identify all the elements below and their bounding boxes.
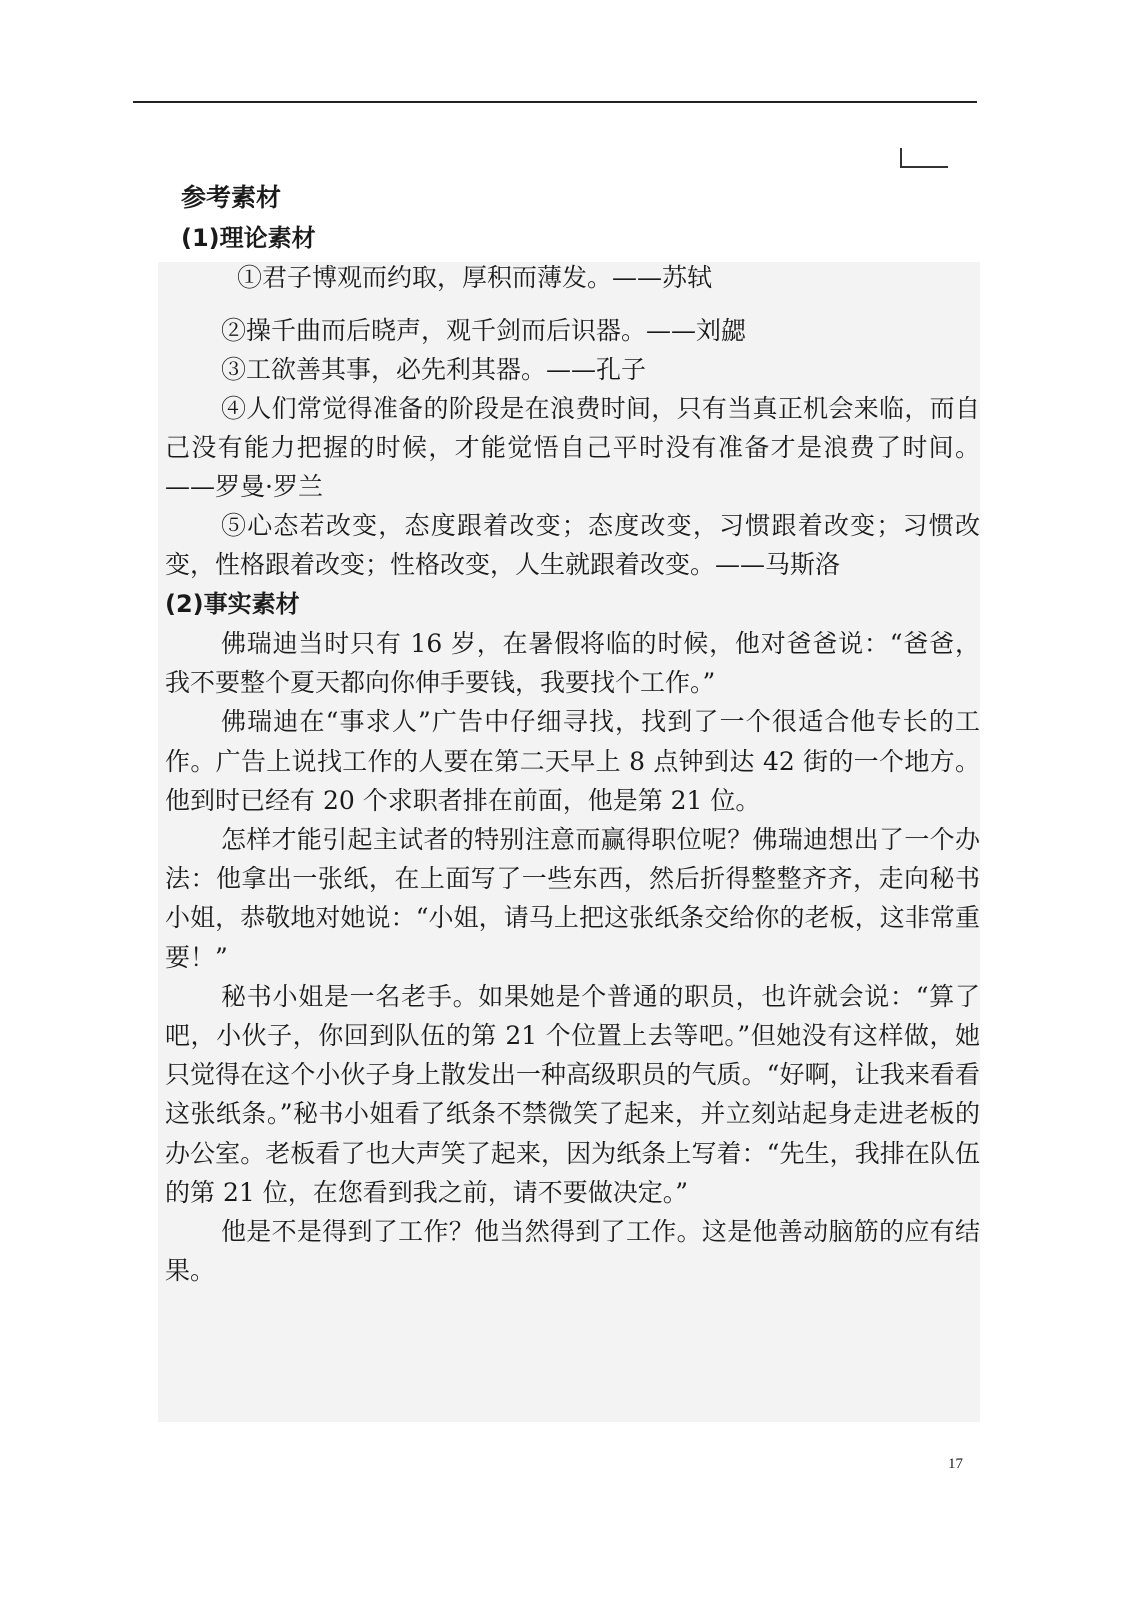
page-content (165, 178, 980, 1290)
page-number: 17 (948, 1456, 963, 1472)
fact-paragraph-5: 他是不是得到了工作？他当然得到了工作。这是他善动脑筋的应有结果。 (165, 1217, 980, 1286)
fact-paragraph-2: 佛瑞迪在“事求人”广告中仔细寻找，找到了一个很适合他专长的工作。广告上说找工作的人要在第二天早上 8 点钟到达 42 街的一个地方。他到时已经有 20 个求职者排在前面，他是第 21 位。 (165, 707, 980, 815)
quote-4: ④人们常觉得准备的阶段是在浪费时间，只有当真正机会来临，而自己没有能力把握的时候，才能觉悟自己平时没有准备才是浪费了时间。——罗曼·罗兰 (165, 394, 980, 501)
quote-1: ①君子博观而约取，厚积而薄发。——苏轼 (237, 263, 713, 292)
section-title: 参考素材 (181, 183, 282, 212)
fact-paragraph-4: 秘书小姐是一名老手。如果她是个普通的职员，也许就会说：“算了吧，小伙子，你回到队伍的第 21 个位置上去等吧。”但她没有这样做，她只觉得在这个小伙子身上散发出一种高级职员的气质。“好啊，让我来看看这张纸条。”秘书小姐看了纸条不禁微笑了起来，并立刻站起身走进老板的办公室。老板看了也大声笑了起来，因为纸条上写着：“先生，我排在队伍的第 21 位，在您看到我之前，请不要做决定。” (165, 981, 980, 1207)
fact-heading: (2)事实素材 (165, 590, 300, 618)
theory-heading: (1)理论素材 (181, 224, 316, 252)
fact-paragraph-3: 怎样才能引起主试者的特别注意而赢得职位呢？佛瑞迪想出了一个办法：他拿出一张纸，在上面写了一些东西，然后折得整整齐齐，走向秘书小姐，恭敬地对她说：“小姐，请马上把这张纸条交给你的老板，这非常重要！” (165, 825, 980, 972)
fact-paragraph-1: 佛瑞迪当时只有 16 岁，在暑假将临的时候，他对爸爸说：“爸爸，我不要整个夏天都向你伸手要钱，我要找个工作。” (165, 629, 980, 698)
header-rule (133, 101, 977, 103)
quote-2: ②操千曲而后晓声，观千剑而后识器。——刘勰 (221, 316, 747, 345)
quote-3: ③工欲善其事，必先利其器。——孔子 (221, 355, 647, 384)
quote-5: ⑤心态若改变，态度跟着改变；态度改变，习惯跟着改变；习惯改变，性格跟着改变；性格改变，人生就跟着改变。——马斯洛 (165, 511, 980, 579)
corner-mark (900, 148, 948, 168)
